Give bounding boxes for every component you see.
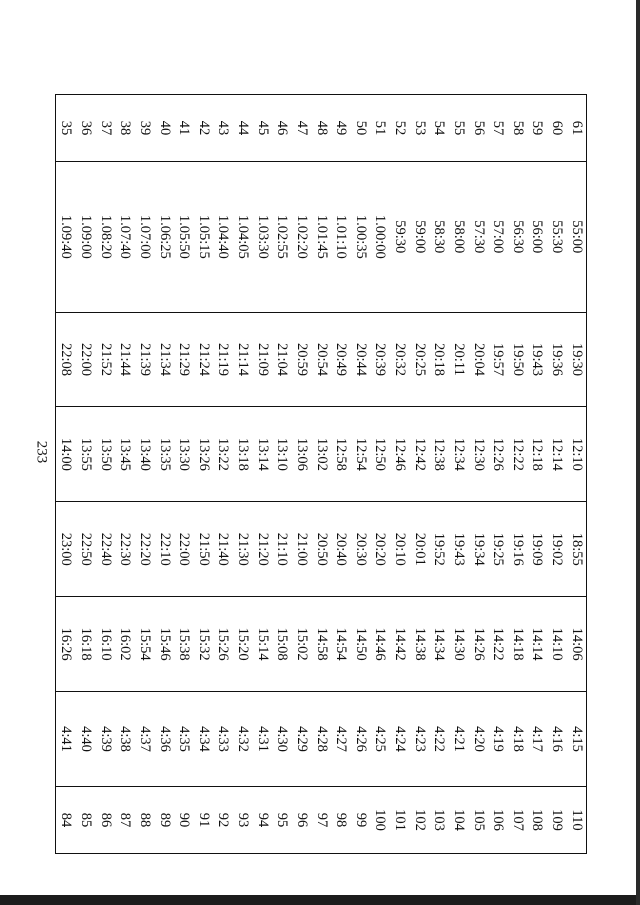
table-cell: 43 [213,95,233,162]
table-cell: 15:26 [213,597,233,692]
table-row [527,95,547,854]
table-cell: 21:10 [272,502,292,597]
table-cell: 21:40 [213,502,233,597]
table-cell: 21:34 [154,312,174,407]
table-cell: 85 [76,786,96,853]
table-cell: 1.01:10 [331,162,351,313]
table-cell: 20:30 [350,502,370,597]
table-cell: 21:30 [233,502,253,597]
table-cell: 4:15 [566,692,586,787]
table-cell: 22:20 [135,502,155,597]
table-cell: 15:14 [252,597,272,692]
table-cell: 14:58 [311,597,331,692]
table-cell: 12:38 [429,407,449,502]
table-cell: 19:57 [488,312,508,407]
table-cell: 1.09:00 [76,162,96,313]
score-table [55,94,587,854]
table-cell: 57 [488,95,508,162]
table-cell: 13:55 [76,407,96,502]
table-cell: 4:22 [429,692,449,787]
table-cell: 21:44 [115,312,135,407]
table-cell: 4:30 [272,692,292,787]
table-cell: 4:27 [331,692,351,787]
table-cell: 16:18 [76,597,96,692]
table-row [409,95,429,854]
table-cell: 15:38 [174,597,194,692]
table-cell: 55:30 [547,162,567,313]
table-cell: 50 [350,95,370,162]
table-cell: 4:40 [76,692,96,787]
table-row [429,95,449,854]
table-cell: 22:30 [115,502,135,597]
table-cell: 108 [527,786,547,853]
table-row [468,95,488,854]
table-cell: 4:19 [488,692,508,787]
table-cell: 55:00 [566,162,586,313]
table-row [390,95,410,854]
table-cell: 1.09:40 [56,162,76,313]
table-cell: 87 [115,786,135,853]
table-cell: 44 [233,95,253,162]
table-cell: 47 [292,95,312,162]
table-cell: 22:40 [95,502,115,597]
table-cell: 12:18 [527,407,547,502]
table-cell: 1.04:40 [213,162,233,313]
table-cell: 4:29 [292,692,312,787]
table-cell: 4:17 [527,692,547,787]
table-cell: 1.07:00 [135,162,155,313]
table-cell: 13:45 [115,407,135,502]
table-cell: 98 [331,786,351,853]
scan-border [0,895,640,905]
table-cell: 56:00 [527,162,547,313]
rotated-table-container [55,94,587,854]
table-cell: 15:46 [154,597,174,692]
table-cell: 14:10 [547,597,567,692]
table-cell: 88 [135,786,155,853]
table-cell: 56 [468,95,488,162]
table-cell: 1.00:35 [350,162,370,313]
table-cell: 12:10 [566,407,586,502]
table-cell: 56:30 [507,162,527,313]
table-cell: 4:24 [390,692,410,787]
table-row [135,95,155,854]
table-cell: 12:14 [547,407,567,502]
table-cell: 12:26 [488,407,508,502]
table-cell: 13:10 [272,407,292,502]
table-cell: 1.08:20 [95,162,115,313]
table-cell: 13:26 [193,407,213,502]
table-cell: 101 [390,786,410,853]
table-cell: 23:00 [56,502,76,597]
table-cell: 14:30 [449,597,469,692]
table-cell: 13:30 [174,407,194,502]
table-cell: 19:36 [547,312,567,407]
table-cell: 20:49 [331,312,351,407]
table-cell: 106 [488,786,508,853]
table-cell: 20:32 [390,312,410,407]
table-cell: 20:50 [311,502,331,597]
table-cell: 16:10 [95,597,115,692]
table-cell: 35 [56,95,76,162]
table-cell: 109 [547,786,567,853]
table-cell: 92 [213,786,233,853]
table-row [213,95,233,854]
table-cell: 14:54 [331,597,351,692]
table-row [370,95,390,854]
table-cell: 19:34 [468,502,488,597]
table-cell: 1.05:15 [193,162,213,313]
table-row [154,95,174,854]
table-cell: 58 [507,95,527,162]
table-row [95,95,115,854]
score-table-body [56,95,587,854]
table-cell: 21:29 [174,312,194,407]
table-cell: 13:02 [311,407,331,502]
table-cell: 89 [154,786,174,853]
table-cell: 15:08 [272,597,292,692]
table-cell: 84 [56,786,76,853]
scan-border [636,0,640,905]
table-cell: 59:30 [390,162,410,313]
table-cell: 36 [76,95,96,162]
table-row [272,95,292,854]
table-cell: 4:35 [174,692,194,787]
table-cell: 14:46 [370,597,390,692]
table-cell: 96 [292,786,312,853]
table-cell: 13:40 [135,407,155,502]
table-cell: 13:06 [292,407,312,502]
table-cell: 41 [174,95,194,162]
table-cell: 86 [95,786,115,853]
table-cell: 14:38 [409,597,429,692]
table-cell: 94 [252,786,272,853]
table-row [507,95,527,854]
table-cell: 104 [449,786,469,853]
table-row [115,95,135,854]
table-cell: 15:02 [292,597,312,692]
table-cell: 21:19 [213,312,233,407]
table-cell: 20:44 [350,312,370,407]
table-cell: 14:06 [566,597,586,692]
table-cell: 15:54 [135,597,155,692]
table-cell: 58:00 [449,162,469,313]
table-cell: 15:20 [233,597,253,692]
table-cell: 20:10 [390,502,410,597]
table-cell: 19:52 [429,502,449,597]
table-row [193,95,213,854]
table-cell: 22:00 [76,312,96,407]
table-cell: 20:39 [370,312,390,407]
table-cell: 1.02:20 [292,162,312,313]
table-row [76,95,96,854]
table-cell: 22:10 [154,502,174,597]
table-cell: 1.06:25 [154,162,174,313]
table-cell: 58:30 [429,162,449,313]
table-cell: 12:34 [449,407,469,502]
table-cell: 22:00 [174,502,194,597]
table-row [547,95,567,854]
table-cell: 100 [370,786,390,853]
table-cell: 19:09 [527,502,547,597]
table-cell: 4:28 [311,692,331,787]
table-cell: 12:54 [350,407,370,502]
table-cell: 1.04:05 [233,162,253,313]
table-cell: 14:50 [350,597,370,692]
table-row [311,95,331,854]
table-cell: 13:18 [233,407,253,502]
table-cell: 13:14 [252,407,272,502]
table-cell: 21:24 [193,312,213,407]
table-cell: 16:02 [115,597,135,692]
table-cell: 59:00 [409,162,429,313]
table-cell: 20:54 [311,312,331,407]
table-cell: 4:31 [252,692,272,787]
table-cell: 4:33 [213,692,233,787]
table-cell: 39 [135,95,155,162]
table-cell: 4:36 [154,692,174,787]
table-cell: 4:41 [56,692,76,787]
table-cell: 14:18 [507,597,527,692]
table-cell: 4:26 [350,692,370,787]
table-cell: 13:50 [95,407,115,502]
table-cell: 16:26 [56,597,76,692]
table-cell: 4:20 [468,692,488,787]
table-row [488,95,508,854]
table-cell: 20:20 [370,502,390,597]
table-cell: 4:39 [95,692,115,787]
table-cell: 19:50 [507,312,527,407]
table-cell: 21:00 [292,502,312,597]
table-cell: 20:40 [331,502,351,597]
table-cell: 19:02 [547,502,567,597]
table-cell: 4:18 [507,692,527,787]
table-cell: 19:30 [566,312,586,407]
table-cell: 21:04 [272,312,292,407]
table-cell: 21:09 [252,312,272,407]
table-cell: 52 [390,95,410,162]
table-cell: 57:00 [488,162,508,313]
table-cell: 13:22 [213,407,233,502]
table-row [449,95,469,854]
table-cell: 1.07:40 [115,162,135,313]
table-cell: 15:32 [193,597,213,692]
table-row [292,95,312,854]
table-cell: 107 [507,786,527,853]
table-cell: 1.02:55 [272,162,292,313]
table-cell: 18:55 [566,502,586,597]
table-cell: 21:20 [252,502,272,597]
table-cell: 14:42 [390,597,410,692]
table-cell: 49 [331,95,351,162]
table-cell: 22:50 [76,502,96,597]
table-cell: 19:25 [488,502,508,597]
table-cell: 1.00:00 [370,162,390,313]
table-cell: 4:25 [370,692,390,787]
table-cell: 20:25 [409,312,429,407]
table-cell: 4:32 [233,692,253,787]
table-row [56,95,76,854]
table-cell: 110 [566,786,586,853]
table-cell: 61 [566,95,586,162]
table-cell: 60 [547,95,567,162]
table-cell: 54 [429,95,449,162]
table-row [233,95,253,854]
table-row [350,95,370,854]
table-cell: 4:37 [135,692,155,787]
table-cell: 95 [272,786,292,853]
table-cell: 55 [449,95,469,162]
table-cell: 19:16 [507,502,527,597]
table-cell: 14:26 [468,597,488,692]
table-cell: 20:01 [409,502,429,597]
table-cell: 4:34 [193,692,213,787]
table-cell: 4:16 [547,692,567,787]
table-cell: 59 [527,95,547,162]
table-cell: 37 [95,95,115,162]
table-cell: 12:42 [409,407,429,502]
table-cell: 21:14 [233,312,253,407]
table-row [174,95,194,854]
table-cell: 12:30 [468,407,488,502]
table-cell: 42 [193,95,213,162]
table-cell: 20:18 [429,312,449,407]
table-row [252,95,272,854]
table-cell: 102 [409,786,429,853]
table-cell: 14:22 [488,597,508,692]
table-cell: 57:30 [468,162,488,313]
table-cell: 105 [468,786,488,853]
table-cell: 19:43 [527,312,547,407]
table-cell: 12:50 [370,407,390,502]
table-cell: 46 [272,95,292,162]
table-cell: 38 [115,95,135,162]
table-cell: 1.01:45 [311,162,331,313]
table-cell: 20:59 [292,312,312,407]
table-cell: 19:43 [449,502,469,597]
table-cell: 13:35 [154,407,174,502]
table-cell: 93 [233,786,253,853]
table-cell: 12:46 [390,407,410,502]
table-cell: 14:34 [429,597,449,692]
table-row [331,95,351,854]
table-cell: 53 [409,95,429,162]
table-cell: 14:14 [527,597,547,692]
page-number: 233 [33,440,50,464]
table-cell: 1.05:50 [174,162,194,313]
table-cell: 20:04 [468,312,488,407]
table-cell: 97 [311,786,331,853]
table-cell: 4:38 [115,692,135,787]
table-cell: 21:50 [193,502,213,597]
table-cell: 4:21 [449,692,469,787]
table-cell: 14:00 [56,407,76,502]
table-cell: 12:58 [331,407,351,502]
table-cell: 4:23 [409,692,429,787]
table-cell: 99 [350,786,370,853]
table-cell: 90 [174,786,194,853]
table-cell: 12:22 [507,407,527,502]
table-cell: 1.03:30 [252,162,272,313]
table-cell: 51 [370,95,390,162]
table-cell: 21:52 [95,312,115,407]
table-cell: 22:08 [56,312,76,407]
table-cell: 103 [429,786,449,853]
table-cell: 48 [311,95,331,162]
table-cell: 91 [193,786,213,853]
table-cell: 45 [252,95,272,162]
table-cell: 21:39 [135,312,155,407]
table-cell: 20:11 [449,312,469,407]
table-row [566,95,586,854]
table-cell: 40 [154,95,174,162]
